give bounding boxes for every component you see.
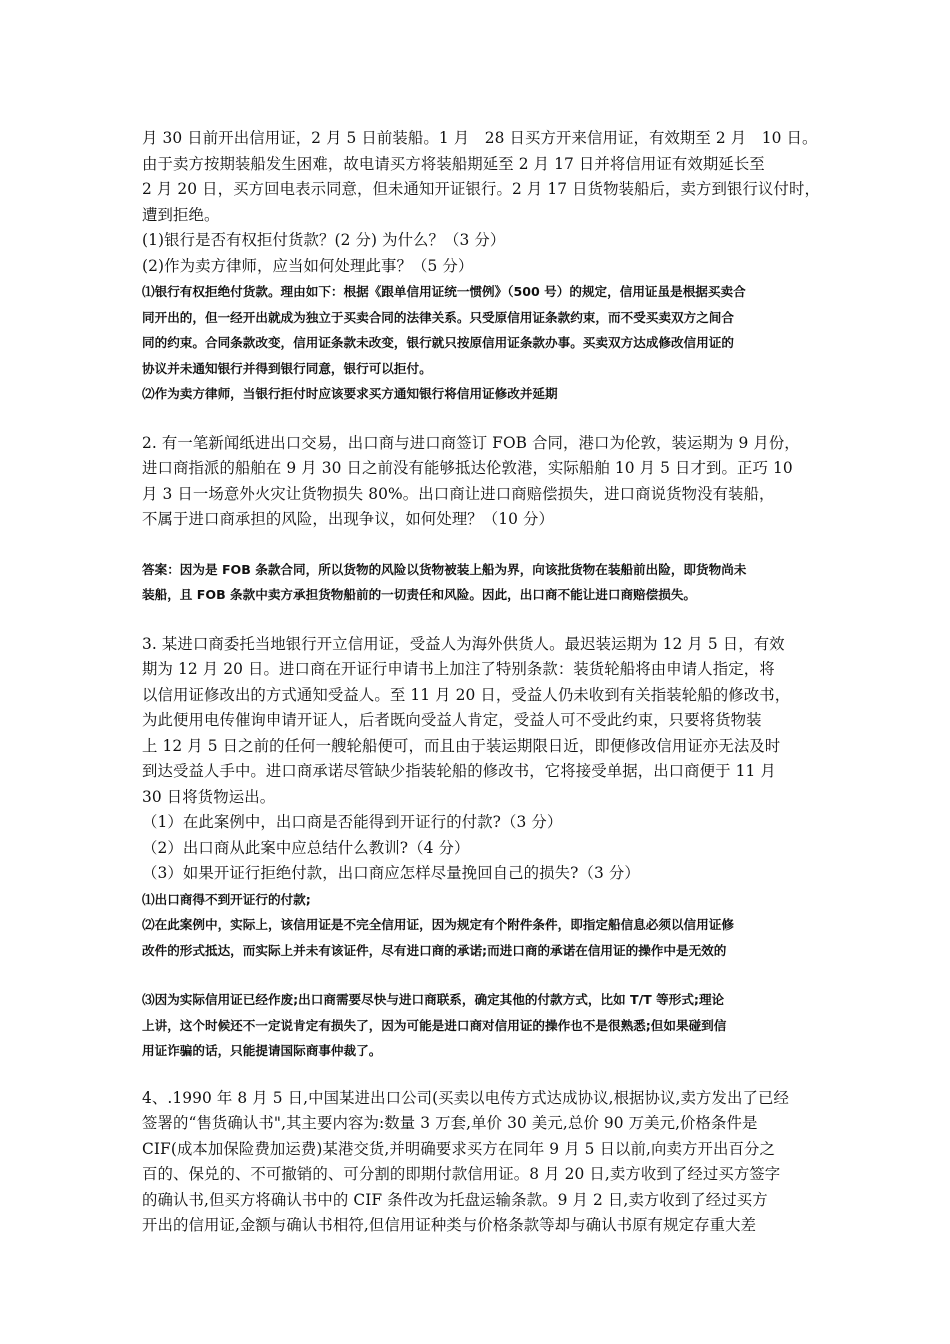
answer-line: 装船，且 FOB 条款中卖方承担货物船前的一切责任和风险。因此，出口商不能让进口商赔偿损失。 [142, 587, 697, 602]
answer-line: 上讲，这个时候还不一定说肯定有损失了，因为可能是进口商对信用证的操作也不是很熟悉;但如果碰到信 [142, 1017, 727, 1033]
answer-line: 答案：因为是 FOB 条款合同，所以货物的风险以货物被装上船为界，向该批货物在装船前出险，即货物尚未 [142, 561, 747, 577]
question-line: (1)银行是否有权拒付货款？(2 分) 为什么？（3 分） [142, 231, 506, 249]
text-line: 上 12 月 5 日之前的任何一艘轮船便可，而且由于装运期限日近，即便修改信用证亦无法及时 [142, 736, 781, 755]
answer-line: 同开出的，但一经开出就成为独立于买卖合同的法律关系。只受原信用证条款约束，而不受买卖双方之间合 [142, 309, 734, 325]
case2-body [142, 431, 810, 533]
text-line: 30 日将货物运出。 [142, 787, 276, 806]
case4-body [142, 1086, 810, 1239]
case3-answer-2 [142, 912, 810, 963]
text-line: 为此便用电传催询申请开证人，后者既向受益人肯定，受益人可不受此约束，只要将货物装 [142, 711, 762, 729]
case3-body [142, 632, 810, 887]
text-line: 不属于进口商承担的风险，出现争议，如何处理？（10 分） [142, 510, 555, 528]
text-line: 的确认书,但买方将确认书中的 CIF 条件改为托盘运输条款。9 月 2 日,卖方收到了经过买方 [142, 1190, 768, 1209]
text-line: 开出的信用证,金额与确认书相符,但信用证种类与价格条款等却与确认书原有规定存重大差 [142, 1216, 757, 1234]
answer-line: ⑴出口商得不到开证行的付款; [142, 891, 311, 907]
text-line: 进口商指派的船舶在 9 月 30 日之前没有能够抵达伦敦港，实际船舶 10 月 5 日才到。正巧 10 [142, 459, 793, 477]
answer-line: ⑶因为实际信用证已经作废;出口商需要尽快与进口商联系，确定其他的付款方式，比如 T/T 等形式;理论 [142, 992, 725, 1007]
case3-answer-1 [142, 887, 810, 913]
answer-line: 协议并未通知银行并得到银行同意，银行可以拒付。 [142, 360, 432, 376]
text-line: 期为 12 月 20 日。进口商在开证行申请书上加注了特别条款：装货轮船将由申请人指定，将 [142, 660, 775, 678]
case3-answer-3 [142, 987, 810, 1064]
question-line: （3）如果开证行拒绝付款，出口商应怎样尽量挽回自己的损失?（3 分） [142, 864, 640, 882]
text-line: CIF(成本加保险费加运费)某港交货,并明确要求买方在同年 9 月 5 日以前,向卖方开出百分之 [142, 1139, 775, 1158]
case2-answer [142, 557, 810, 608]
text-line: 由于卖方按期装船发生困难，故电请买方将装船期延至 2 月 17 日并将信用证有效期延长至 [142, 154, 765, 173]
question-line: （2）出口商从此案中应总结什么教训?（4 分） [142, 838, 470, 857]
text-line: 以信用证修改出的方式通知受益人。至 11 月 20 日，受益人仍未收到有关指装轮船的修改书， [142, 685, 791, 704]
answer-line: ⑴银行有权拒绝付货款。理由如下：根据《跟单信用证统一惯例》（500 号）的规定，信用证虽是根据买卖合 [142, 284, 746, 299]
text-line: 月 3 日一场意外火灾让货物损失 80%。出口商让进口商赔偿损失，进口商说货物没有装船， [142, 484, 775, 503]
text-line: 遭到拒绝。 [142, 205, 220, 224]
text-line: 签署的“售货确认书",其主要内容为:数量 3 万套,单价 30 美元,总价 90 万美元,价格条件是 [142, 1114, 758, 1132]
answer-line: 用证诈骗的话，只能提请国际商事仲裁了。 [142, 1043, 382, 1058]
text-line: 百的、保兑的、不可撤销的、可分割的即期付款信用证。8 月 20 日,卖方收到了经过买方签字 [142, 1165, 781, 1183]
answer-line: ⑵在此案例中，实际上，该信用证是不完全信用证，因为规定有个附件条件，即指定船信息必须以信用证修 [142, 917, 734, 932]
text-line: 4、.1990 年 8 月 5 日,中国某进出口公司(买卖以电传方式达成协议,根据协议,卖方发出了已经 [142, 1088, 789, 1107]
answer-line: 改件的形式抵达，而实际上并未有该证件，尽有进口商的承诺;而进口商的承诺在信用证的操作中是无效的 [142, 942, 727, 958]
text-line: 到达受益人手中。进口商承诺尽管缺少指装轮船的修改书，它将接受单据，出口商便于 11 月 [142, 762, 776, 780]
answer-line: 同的约束。合同条款改变，信用证条款未改变，银行就只按原信用证条款办事。买卖双方达成修改信用证的 [142, 335, 734, 350]
answer-line: ⑵作为卖方律师，当银行拒付时应该要求买方通知银行将信用证修改并延期 [142, 386, 558, 401]
text-line: 2. 有一笔新闻纸进出口交易，出口商与进口商签订 FOB 合同，港口为伦敦，装运期为 9 月份， [142, 433, 800, 452]
text-line: 月 30 日前开出信用证，2 月 5 日前装船。1 月 28 日买方开来信用证，有效期至 2 月 10 日。 [142, 129, 818, 147]
text-line: 3. 某进口商委托当地银行开立信用证，受益人为海外供货人。最迟装运期为 12 月 5 日，有效 [142, 634, 785, 653]
text-line: 2 月 20 日，买方回电表示同意，但未通知开证银行。2 月 17 日货物装船后，卖方到银行议付时， [142, 180, 820, 198]
case1-body [142, 126, 820, 279]
question-line: (2)作为卖方律师，应当如何处理此事？（5 分） [142, 256, 474, 275]
case1-answer [142, 279, 810, 407]
question-line: （1）在此案例中，出口商是否能得到开证行的付款?（3 分） [142, 813, 563, 831]
